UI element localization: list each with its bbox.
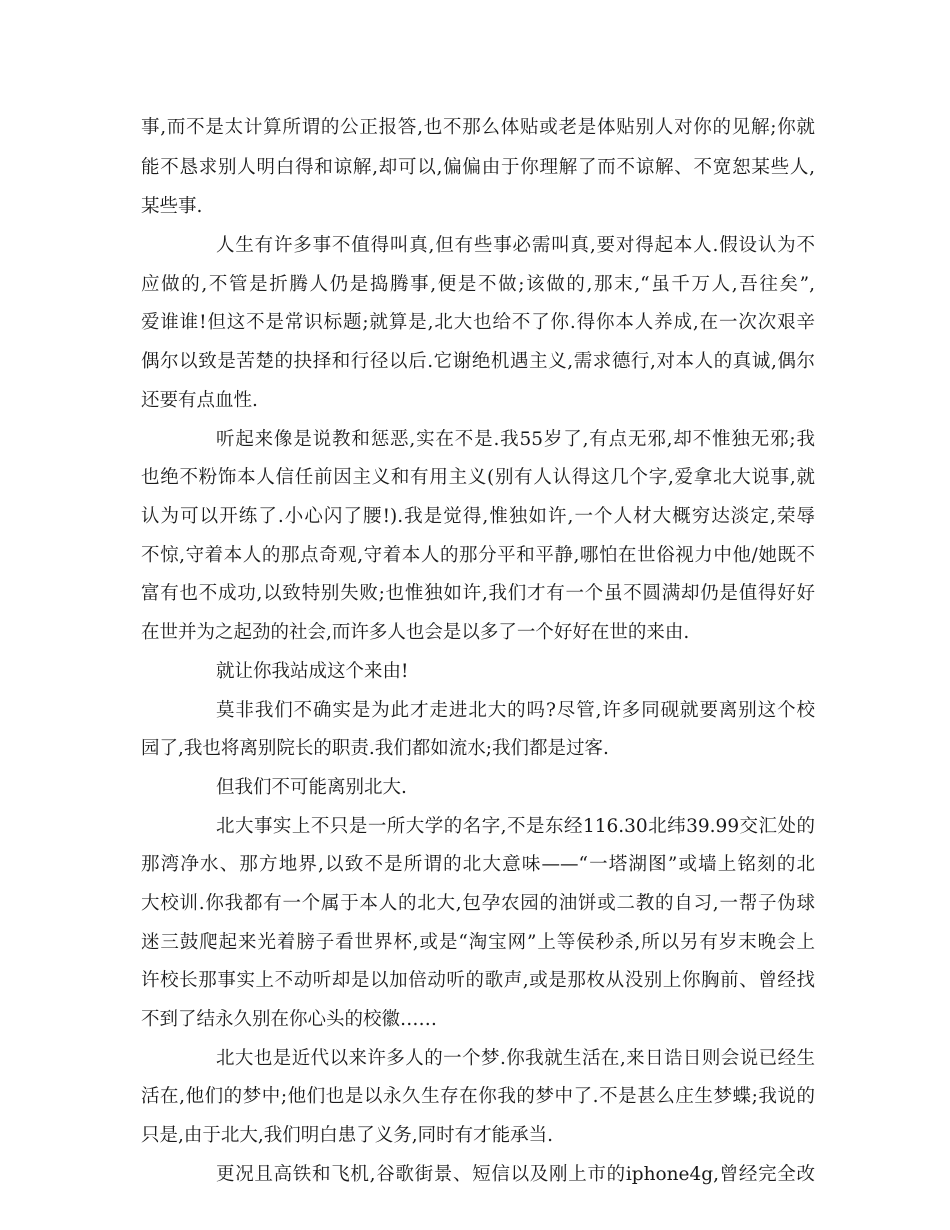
paragraph-first-line: 听起来像是说教和惩恶,实在不是.我55岁了,有点无邪,却不惟独无邪;我 [216,429,815,450]
paragraph-first-line: 莫非我们不确实是为此才走进北大的吗?尽管,许多同砚就要离别这个校 [216,700,815,721]
paragraph-first-line: 北大事实上不只是一所大学的名字,不是东经116.30北纬39.99交汇处的 [216,816,815,837]
text-line: 偶尔以致是苦楚的抉择和行径以后.它谢绝机遇主义,需求德行,对本人的真诚,偶尔 [141,351,815,372]
text-line: 富有也不成功,以致特别失败;也惟独如许,我们才有一个虽不圆满却仍是值得好好 [141,583,815,604]
text-line: 还要有点血性. [141,390,258,411]
text-line: 活在,他们的梦中;他们也是以永久生存在你我的梦中了.不是甚么庄生梦蝶;我说的 [141,1086,815,1107]
paragraph-first-line: 更况且高铁和飞机,谷歌街景、短信以及刚上市的iphone4g,曾经完全改 [216,1164,815,1185]
text-line: 大校训.你我都有一个属于本人的北大,包孕农园的油饼或二教的自习,一帮子伪球 [141,893,815,914]
text-line: 也绝不粉饰本人信任前因主义和有用主义(别有人认得这几个字,爱拿北大说事,就 [141,467,815,488]
text-line: 某些事. [141,196,203,217]
text-line: 不惊,守着本人的那点奇观,守着本人的那分平和平静,哪怕在世俗视力中他/她既不 [141,545,815,566]
text-line: 爱谁谁!但这不是常识标题;就算是,北大也给不了你.得你本人养成,在一次次艰辛 [141,312,815,333]
text-line: 只是,由于北大,我们明白患了义务,同时有才能承当. [141,1125,554,1146]
paragraph-first-line: 人生有许多事不值得叫真,但有些事必需叫真,要对得起本人.假设认为不 [216,235,815,256]
text-line: 迷三鼓爬起来光着膀子看世界杯,或是“淘宝网”上等侯秒杀,所以另有岁末晚会上 [141,932,815,953]
text-line: 认为可以开练了.小心闪了腰!).我是觉得,惟独如许,一个人材大概穷达淡定,荣辱 [141,506,815,527]
text-line: 不到了结永久别在你心头的校徽…… [141,1009,438,1030]
paragraph-first-line: 但我们不可能离别北大. [216,777,407,798]
text-line: 能不恳求别人明白得和谅解,却可以,偏偏由于你理解了而不谅解、不宽恕某些人, [141,157,815,178]
text-line: 应做的,不管是折腾人仍是捣腾事,便是不做;该做的,那末,“虽千万人,吾往矣”, [141,274,815,295]
text-line: 那湾净水、那方地界,以致不是所谓的北大意味——“一塔湖图”或墙上铭刻的北 [141,854,815,875]
text-line: 许校长那事实上不动听却是以加倍动听的歌声,或是那枚从没别上你胸前、曾经找 [141,970,815,991]
paragraph-first-line: 就让你我站成这个来由! [216,661,409,682]
paragraph-first-line: 北大也是近代以来许多人的一个梦.你我就生活在,来日诰日则会说已经生 [216,1048,815,1069]
text-line: 园了,我也将离别院长的职责.我们都如流水;我们都是过客. [141,738,609,759]
text-line: 在世并为之起劲的社会,而许多人也会是以多了一个好好在世的来由. [141,622,690,643]
text-line: 事,而不是太计算所谓的公正报答,也不那么体贴或老是体贴别人对你的见解;你就 [141,117,815,138]
